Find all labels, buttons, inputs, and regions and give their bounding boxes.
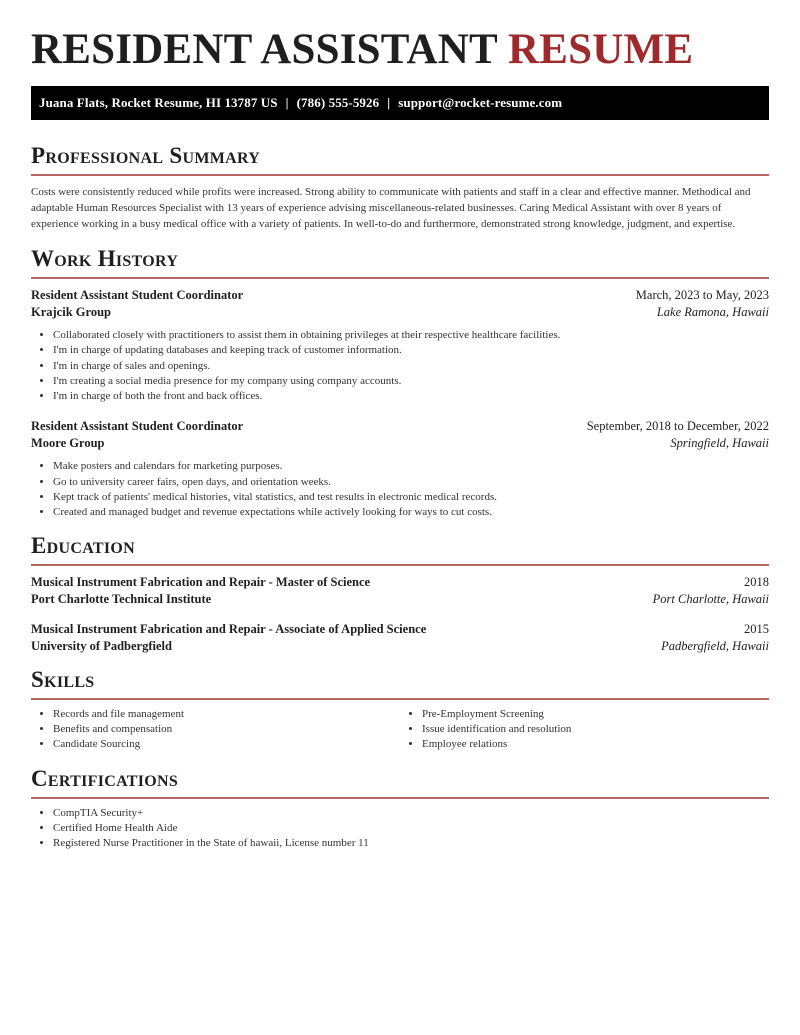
list-item: • Kept track of patients' medical histories, vital statistics, and test results in electronic medical records.	[53, 490, 769, 505]
work-history-section	[31, 246, 769, 521]
summary-text: Costs were consistently reduced while profits were increased. Strong ability to communicate with patients and staff in a clear and effective manner. Methodical and adaptable Human Resources Specialist with 13 years of experience advising miscellaneous-related businesses. Caring Medical Assistant with over 8 years of experience working in a busy medical office with a variety of patients. In well-to-do and furthermore, demonstrated strong knowledge, judgment, and expertise.	[31, 186, 751, 230]
education-location: Port Charlotte, Hawaii	[652, 591, 769, 606]
education-degree: Musical Instrument Fabrication and Repair - Associate of Applied Science	[31, 621, 427, 636]
job-location: Springfield, Hawaii	[670, 436, 769, 451]
section-divider	[31, 698, 769, 700]
skills-list	[400, 707, 769, 753]
job-header-row	[31, 419, 769, 434]
job-bullets	[31, 328, 769, 404]
title-accent: RESUME	[508, 26, 694, 73]
section-heading-certifications: Certifications	[31, 765, 179, 791]
education-year: 2015	[744, 621, 769, 636]
list-item: • Candidate Sourcing	[53, 737, 400, 752]
contact-email: support@rocket-resume.com	[398, 95, 563, 110]
section-divider	[31, 564, 769, 566]
section-heading-skills: Skills	[31, 666, 95, 692]
section-heading-education: Education	[31, 532, 135, 558]
contact-bar	[31, 86, 769, 120]
summary-section	[31, 143, 769, 232]
list-item: • CompTIA Security+	[53, 806, 769, 821]
education-section	[31, 533, 769, 654]
list-item: • Benefits and compensation	[53, 722, 400, 737]
list-item: • Registered Nurse Practitioner in the State of hawaii, License number 11	[53, 836, 769, 851]
skills-list	[31, 707, 400, 753]
section-divider	[31, 174, 769, 176]
job-company: Krajcik Group	[31, 305, 111, 319]
contact-address: Juana Flats, Rocket Resume, HI 13787 US	[39, 95, 278, 110]
skills-section	[31, 667, 769, 753]
education-entry	[31, 622, 769, 654]
list-item: • I'm in charge of both the front and back offices.	[53, 389, 769, 404]
list-item: • Make posters and calendars for marketing purposes.	[53, 459, 769, 474]
education-header-row	[31, 622, 769, 637]
list-item: • I'm creating a social media presence for my company using company accounts.	[53, 374, 769, 389]
job-company-row	[31, 436, 769, 451]
job-header-row	[31, 288, 769, 303]
education-school: Port Charlotte Technical Institute	[31, 591, 212, 606]
education-school-row	[31, 639, 769, 654]
list-item: • Certified Home Health Aide	[53, 821, 769, 836]
list-item: • I'm in charge of updating databases and keeping track of customer information.	[53, 343, 769, 358]
contact-phone: (786) 555-5926	[296, 95, 380, 110]
job-bullets	[31, 459, 769, 520]
list-item: • Records and file management	[53, 707, 400, 722]
list-item: • Created and managed budget and revenue expectations while actively looking for ways to cut costs.	[53, 505, 769, 520]
job-company: Moore Group	[31, 436, 105, 451]
job-dates: March, 2023 to May, 2023	[635, 288, 769, 302]
section-heading-summary: Professional Summary	[31, 143, 261, 168]
education-school: University of Padbergfield	[31, 638, 172, 653]
certifications-section	[31, 766, 769, 852]
title-main: RESIDENT ASSISTANT	[31, 26, 498, 73]
certifications-list	[31, 806, 769, 852]
job-title: Resident Assistant Student Coordinator	[31, 419, 244, 434]
education-header-row	[31, 575, 769, 590]
contact-separator: |	[285, 95, 289, 110]
skills-column-left	[31, 707, 400, 753]
education-entry	[31, 575, 769, 607]
contact-separator: |	[387, 95, 391, 110]
list-item: • Collaborated closely with practitioners to assist them in obtaining privileges at their respective healthcare facilities.	[53, 328, 769, 343]
resume-content	[31, 0, 769, 851]
job-dates: September, 2018 to December, 2022	[586, 419, 769, 434]
skills-columns	[31, 707, 769, 753]
list-item: • Employee relations	[422, 737, 769, 752]
resume-title	[31, 0, 769, 72]
education-degree: Musical Instrument Fabrication and Repair - Master of Science	[31, 574, 371, 589]
education-school-row	[31, 592, 769, 607]
education-location: Padbergfield, Hawaii	[661, 638, 769, 653]
list-item: • Go to university career fairs, open days, and orientation weeks.	[53, 475, 769, 490]
job-title: Resident Assistant Student Coordinator	[31, 288, 244, 302]
section-heading-work-history: Work History	[31, 246, 179, 271]
job-entry	[31, 419, 769, 520]
section-divider	[31, 797, 769, 799]
list-item: • I'm in charge of sales and openings.	[53, 359, 769, 374]
job-company-row	[31, 305, 769, 320]
job-location: Lake Ramona, Hawaii	[656, 305, 769, 319]
section-divider	[31, 277, 769, 279]
skills-column-right	[400, 707, 769, 753]
education-year: 2018	[744, 574, 769, 589]
job-entry	[31, 288, 769, 404]
list-item: • Issue identification and resolution	[422, 722, 769, 737]
list-item: • Pre-Employment Screening	[422, 707, 769, 722]
